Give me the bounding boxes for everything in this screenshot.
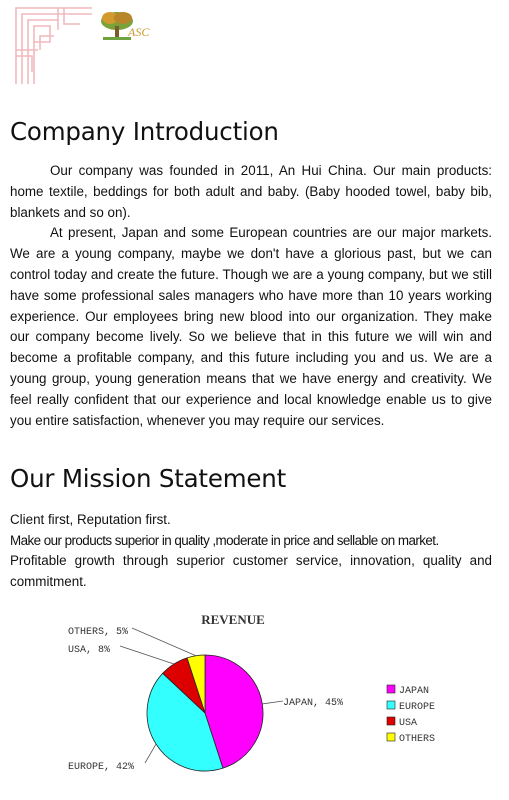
chart-title: REVENUE bbox=[201, 612, 265, 627]
revenue-pie-chart bbox=[60, 600, 460, 790]
slice-label-leader bbox=[120, 646, 174, 664]
logo-text: ASC bbox=[128, 25, 150, 39]
mission-line: Client first, Reputation first. bbox=[10, 512, 171, 527]
slice-label-leader bbox=[145, 744, 156, 763]
legend-label-usa: USA bbox=[399, 718, 418, 729]
intro-title: Company Introduction bbox=[10, 117, 279, 146]
slice-label-leader bbox=[262, 701, 283, 704]
legend-swatch-europe bbox=[387, 701, 395, 709]
mission-line: Make our products superior in quality ,moderate in price and sellable on market. bbox=[10, 532, 439, 548]
legend-swatch-others bbox=[387, 733, 395, 741]
revenue-chart bbox=[60, 600, 460, 790]
slice-label-leader bbox=[132, 628, 196, 656]
intro-paragraph: At present, Japan and some European countries are our major markets. We are a young company, maybe we don't have a glorious past, but we can control today and create the future. Though we are a young company, but we still have some professional sales managers who have more than 10 years working experience. Our employees bring new blood into our organization. They make our company become lively. So we believe that in this future we will win and become a profitable company, and this future including you and us. We are a young group, young generation means that we have energy and creativity. We feel really confident that our experience and local knowledge enable us to give you entire satisfaction, whenever you may require our services. bbox=[10, 225, 492, 428]
page-header bbox=[0, 0, 509, 100]
legend-label-europe: EUROPE bbox=[399, 702, 436, 713]
slice-label-others: OTHERS, 5% bbox=[68, 627, 129, 638]
mission-title: Our Mission Statement bbox=[10, 464, 286, 493]
slice-label-usa: USA, 8% bbox=[68, 645, 111, 656]
legend-swatch-japan bbox=[387, 685, 395, 693]
decorative-frame-icon bbox=[14, 6, 94, 86]
legend-label-others: OTHERS bbox=[399, 734, 436, 745]
slice-label-japan: JAPAN, 45% bbox=[283, 698, 344, 709]
intro-body bbox=[10, 161, 492, 431]
legend-swatch-usa bbox=[387, 717, 395, 725]
mission-body bbox=[10, 510, 492, 592]
intro-paragraph: Our company was founded in 2011, An Hui China. Our main products: home textile, beddings for both adult and baby. (Baby hooded towel, baby bib, blankets and so on). bbox=[10, 163, 492, 220]
slice-label-europe: EUROPE, 42% bbox=[68, 762, 135, 773]
mission-line: Profitable growth through superior customer service, innovation, quality and commitment. bbox=[10, 553, 492, 589]
legend-label-japan: JAPAN bbox=[399, 686, 430, 697]
